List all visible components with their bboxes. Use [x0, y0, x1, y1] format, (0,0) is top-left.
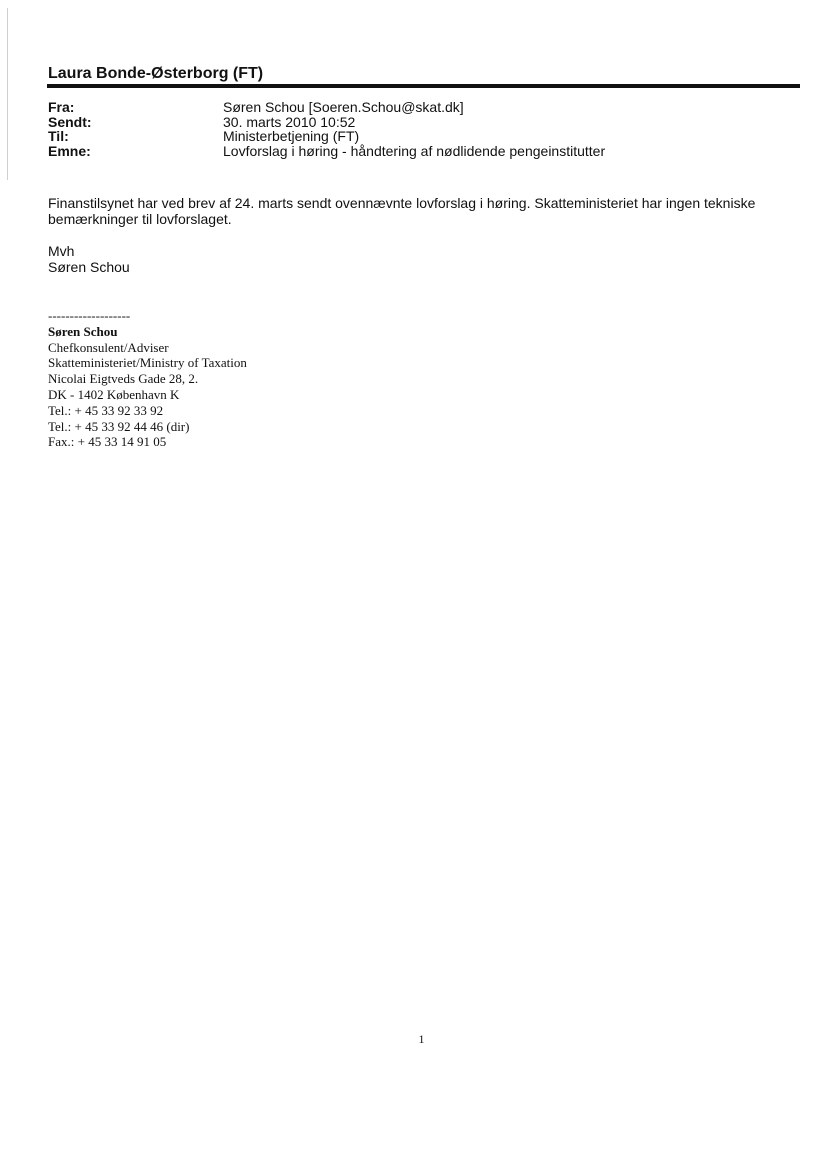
signature-title: Chefkonsulent/Adviser: [48, 339, 169, 355]
email-body: [48, 195, 798, 227]
greeting: Mvh: [48, 243, 75, 259]
signature-block: [48, 308, 247, 450]
to-label: Til:: [48, 128, 69, 144]
from-row: [48, 100, 605, 115]
email-closing: [48, 243, 130, 275]
subject-row: [48, 144, 605, 159]
page-number: 1: [418, 1032, 425, 1046]
signature-phone-2: Tel.: + 45 33 92 44 46 (dir): [48, 418, 190, 434]
page-edge-line: [7, 8, 8, 180]
subject-label: Emne:: [48, 142, 91, 159]
signature-phone-1: Tel.: + 45 33 92 33 92: [48, 402, 164, 418]
sent-row: [48, 115, 605, 130]
signature-organization: Skatteministeriet/Ministry of Taxation: [48, 355, 247, 371]
sent-value: 30. marts 2010 10:52: [223, 113, 356, 130]
from-label: Fra:: [48, 99, 75, 115]
signature-address-line-2: DK - 1402 København K: [48, 386, 180, 402]
document-owner-name: Laura Bonde-Østerborg (FT): [48, 65, 264, 82]
subject-value: Lovforslag i høring - håndtering af nødlidende pengeinstitutter: [223, 142, 606, 159]
from-value: Søren Schou [Soeren.Schou@skat.dk]: [223, 99, 464, 115]
signature-divider: -------------------: [48, 308, 131, 323]
signature-fax: Fax.: + 45 33 14 91 05: [48, 434, 167, 450]
sent-label: Sendt:: [48, 113, 92, 130]
body-paragraph: Finanstilsynet har ved brev af 24. marts sendt ovennævnte lovforslag i høring. Skatteministeriet har ingen tekniske bemærkninger til lovforslaget.: [48, 195, 756, 227]
to-row: [48, 129, 605, 144]
email-metadata: [48, 100, 605, 158]
to-value: Ministerbetjening (FT): [223, 128, 360, 144]
signature-address-line-1: Nicolai Eigtveds Gade 28, 2.: [48, 371, 199, 387]
sender-name: Søren Schou: [48, 259, 130, 275]
signature-name: Søren Schou: [48, 323, 118, 339]
header-divider: [47, 84, 800, 88]
